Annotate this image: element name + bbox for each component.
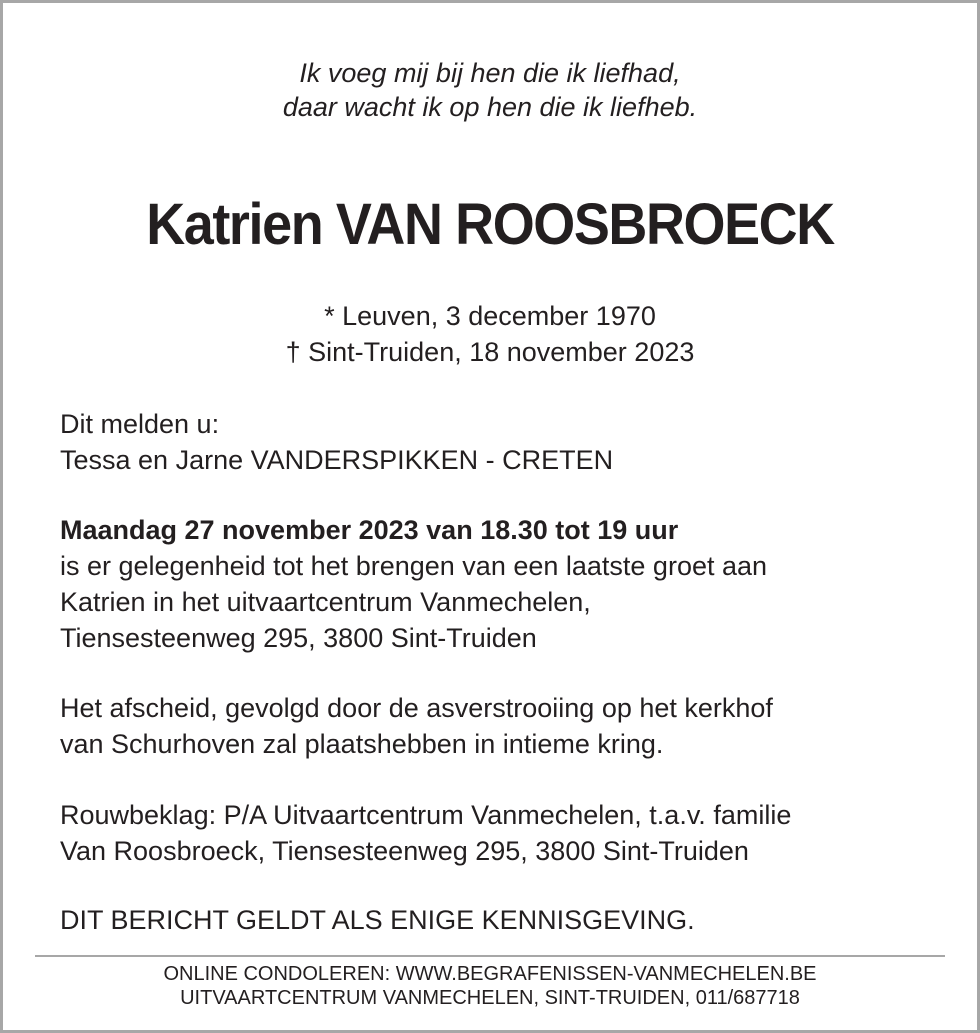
announcers-names: Tessa en Jarne VANDERSPIKKEN - CRETEN <box>60 445 614 475</box>
visitation-heading: Maandag 27 november 2023 van 18.30 tot 19 uur <box>60 515 679 545</box>
announcers-intro: Dit melden u: <box>60 409 220 439</box>
life-dates <box>0 298 980 370</box>
condolence-line-2: Van Roosbroeck, Tiensesteenweg 295, 3800 Sint-Truiden <box>60 836 749 866</box>
birth-date: * Leuven, 3 december 1970 <box>324 301 656 331</box>
footer <box>0 962 980 1010</box>
visitation-line-3: Tiensesteenweg 295, 3800 Sint-Truiden <box>60 623 537 653</box>
footer-funeral-home: UITVAARTCENTRUM VANMECHELEN, SINT-TRUIDEN, 011/687718 <box>180 987 800 1009</box>
farewell-block <box>60 690 773 762</box>
farewell-line-1: Het afscheid, gevolgd door de asverstrooiing op het kerkhof <box>60 693 773 723</box>
quote-line-2: daar wacht ik op hen die ik liefheb. <box>282 92 698 122</box>
announcers-block <box>60 406 613 478</box>
quote-line-1: Ik voeg mij bij hen die ik liefhad, <box>299 58 681 88</box>
farewell-line-2: van Schurhoven zal plaatshebben in intieme kring. <box>60 729 664 759</box>
death-date: † Sint-Truiden, 18 november 2023 <box>285 337 695 367</box>
condolence-line-1: Rouwbeklag: P/A Uitvaartcentrum Vanmechelen, t.a.v. familie <box>60 800 792 830</box>
visitation-line-1: is er gelegenheid tot het brengen van een laatste groet aan <box>60 551 768 581</box>
footer-online-condolences: ONLINE CONDOLEREN: WWW.BEGRAFENISSEN-VANMECHELEN.BE <box>163 963 817 985</box>
visitation-block <box>60 512 767 656</box>
visitation-line-2: Katrien in het uitvaartcentrum Vanmechelen, <box>60 587 591 617</box>
condolence-address-block <box>60 797 791 869</box>
deceased-name: Katrien VAN ROOSBROECK <box>146 192 834 257</box>
official-notice: DIT BERICHT GELDT ALS ENIGE KENNISGEVING. <box>60 905 695 935</box>
memorial-quote <box>0 56 980 124</box>
footer-divider <box>35 955 945 957</box>
